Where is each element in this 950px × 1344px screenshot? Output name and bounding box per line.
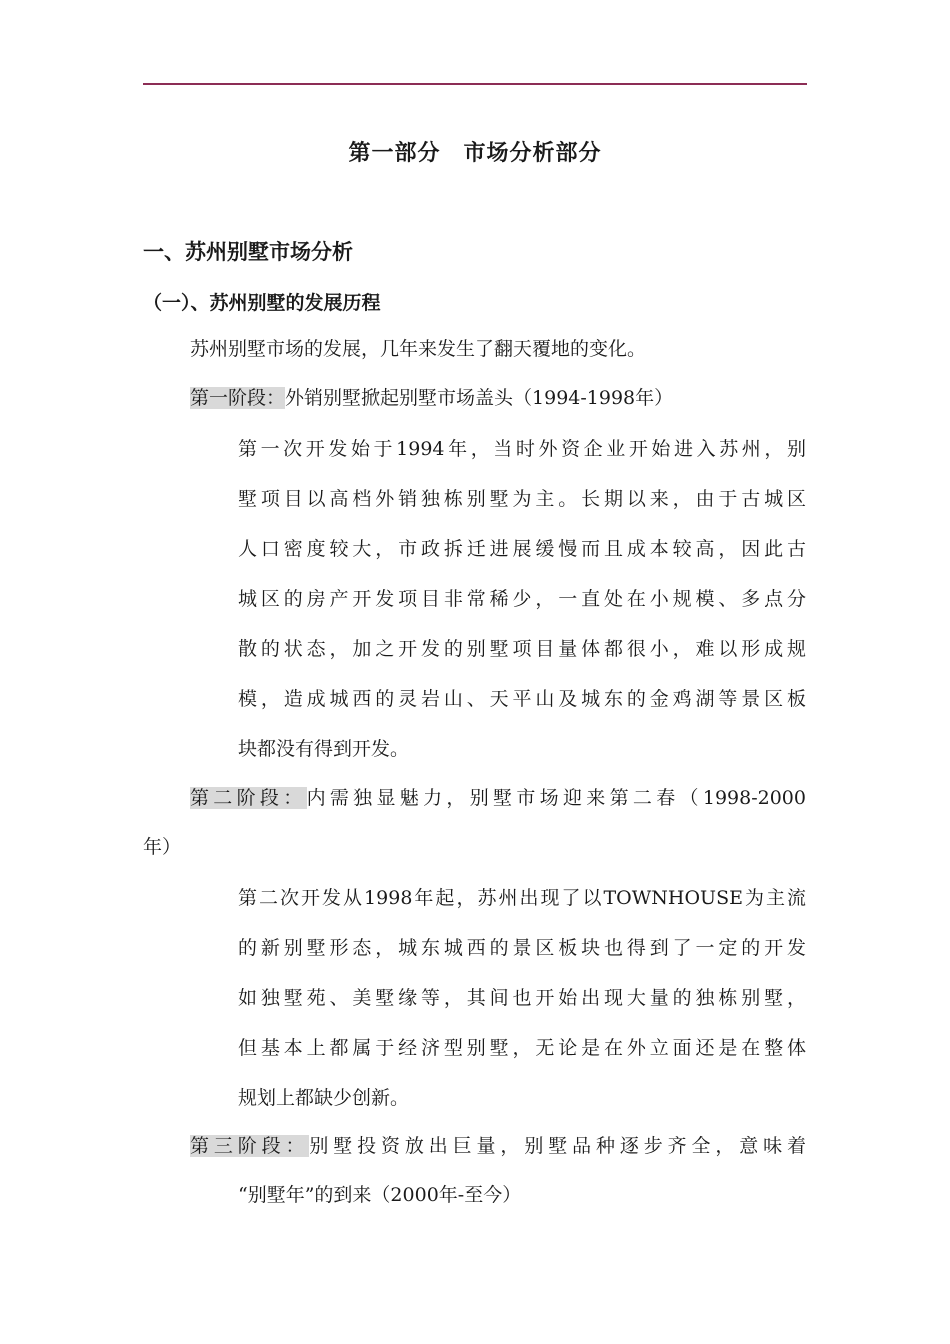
stage2-label: 第二阶段： (190, 787, 307, 809)
paragraph-line: 模，造成城西的灵岩山、天平山及城东的金鸡湖等景区板 (238, 688, 806, 710)
paragraph-line: 的新别墅形态，城东城西的景区板块也得到了一定的开发 (238, 937, 806, 959)
stage1-paragraph (238, 437, 806, 787)
stage2-paragraph (238, 886, 806, 1136)
intro-paragraph: 苏州别墅市场的发展，几年来发生了翻天覆地的变化。 (190, 338, 647, 360)
page-title: 第一部分 市场分析部分 (348, 141, 602, 166)
stage3-heading (190, 1134, 806, 1158)
paragraph-line: 第一次开发始于1994年，当时外资企业开始进入苏州，别 (238, 438, 806, 460)
header-rule (143, 83, 807, 85)
stage2-title: 内需独显魅力，别墅市场迎来第二春（1998-2000 (306, 787, 806, 809)
stage1-title: 外销别墅掀起别墅市场盖头（1994-1998年） (285, 387, 674, 409)
paragraph-line: 墅项目以高档外销独栋别墅为主。长期以来，由于古城区 (238, 488, 806, 510)
paragraph-line: 但基本上都属于经济型别墅，无论是在外立面还是在整体 (238, 1037, 806, 1059)
paragraph-line: 规划上都缺少创新。 (238, 1087, 410, 1109)
stage1-label: 第一阶段： (190, 387, 286, 409)
stage3-title: 别墅投资放出巨量，别墅品种逐步齐全，意味着 (309, 1135, 806, 1157)
paragraph-line: 散的状态，加之开发的别墅项目量体都很小，难以形成规 (238, 638, 806, 660)
stage2-heading-continuation: 年） (143, 836, 182, 858)
stage2-heading (190, 786, 806, 810)
section-heading: 一、苏州别墅市场分析 (143, 240, 353, 264)
paragraph-line: 城区的房产开发项目非常稀少，一直处在小规模、多点分 (238, 588, 806, 610)
stage3-label: 第三阶段： (190, 1135, 310, 1157)
paragraph-line: 块都没有得到开发。 (238, 738, 410, 760)
paragraph-line: 如独墅苑、美墅缘等，其间也开始出现大量的独栋别墅， (238, 987, 806, 1009)
paragraph-line: 人口密度较大，市政拆迁进展缓慢而且成本较高，因此古 (238, 538, 806, 560)
stage1-heading (190, 386, 673, 410)
subsection-heading: （一）、苏州别墅的发展历程 (143, 292, 381, 314)
stage3-heading-continuation: “别墅年”的到来（2000年-至今） (238, 1184, 522, 1206)
paragraph-line: 第二次开发从1998年起，苏州出现了以TOWNHOUSE为主流 (238, 887, 806, 909)
